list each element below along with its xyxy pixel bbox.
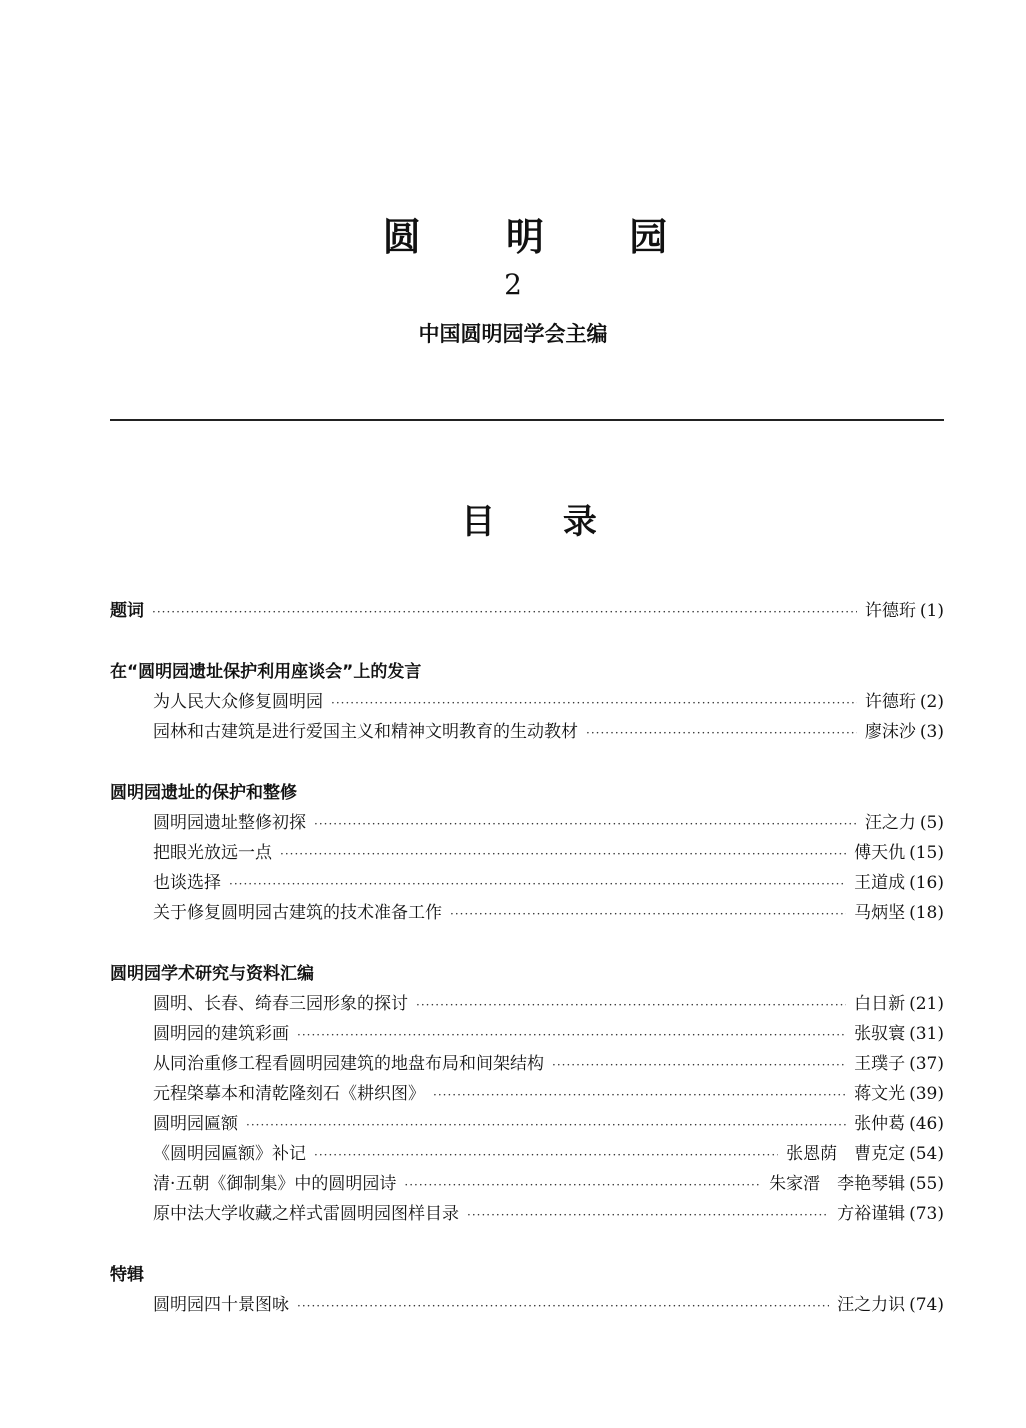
entry-title: 关于修复圆明园古建筑的技术准备工作: [153, 903, 442, 923]
entry-page: (55): [909, 1174, 944, 1194]
leader-dots: [467, 1200, 829, 1230]
book-title: 圆 明 园: [382, 215, 704, 259]
entry-page: (15): [909, 843, 944, 863]
toc-entry[interactable]: [110, 1290, 944, 1320]
toc-entry[interactable]: [110, 1079, 944, 1109]
leader-dots: [152, 597, 857, 627]
entry-title: 也谈选择: [153, 873, 221, 893]
leader-dots: [586, 718, 857, 748]
entry-author: 廖沫沙: [864, 722, 916, 742]
entry-page: (21): [909, 994, 944, 1014]
toc-entry[interactable]: [110, 1139, 944, 1169]
entry-page: (39): [909, 1084, 944, 1104]
toc-entry[interactable]: [110, 1169, 944, 1199]
entry-title: 把眼光放远一点: [153, 843, 272, 863]
section-heading: 特辑: [110, 1265, 144, 1285]
leader-dots: [552, 1050, 846, 1080]
entry-title: 为人民大众修复圆明园: [153, 692, 323, 712]
entry-page: (3): [919, 722, 944, 742]
toc-entry[interactable]: [110, 808, 944, 838]
entry-author: 许德珩: [864, 601, 916, 621]
entry-title: 圆明园四十景图咏: [153, 1295, 289, 1315]
entry-page: (1): [919, 601, 944, 621]
entry-page: (46): [909, 1114, 944, 1134]
leader-dots: [280, 839, 846, 869]
toc-entry[interactable]: [110, 838, 944, 868]
section-heading: 圆明园学术研究与资料汇编: [110, 964, 314, 984]
entry-author: 张恩荫 曹克定: [786, 1144, 906, 1164]
leader-dots: [450, 899, 846, 929]
entry-title: 《圆明园匾额》补记: [153, 1144, 306, 1164]
entry-page: (18): [909, 903, 944, 923]
leader-dots: [314, 1140, 778, 1170]
leader-dots: [297, 1291, 829, 1321]
entry-page: (31): [909, 1024, 944, 1044]
leader-dots: [433, 1080, 846, 1110]
toc-entry[interactable]: [110, 898, 944, 928]
entry-title: 题词: [110, 601, 144, 621]
toc-entry[interactable]: [110, 1109, 944, 1139]
entry-title: 从同治重修工程看圆明园建筑的地盘布局和间架结构: [153, 1054, 544, 1074]
entry-author: 白日新: [854, 994, 906, 1014]
entry-author: 方裕谨辑: [837, 1204, 906, 1224]
entry-author: 许德珩: [864, 692, 916, 712]
entry-author: 蒋文光: [854, 1084, 906, 1104]
entry-title: 圆明、长春、绮春三园形象的探讨: [153, 994, 408, 1014]
entry-title: 圆明园匾额: [153, 1114, 238, 1134]
entry-title: 清·五朝《御制集》中的圆明园诗: [153, 1174, 397, 1194]
leader-dots: [416, 990, 846, 1020]
leader-dots: [297, 1020, 846, 1050]
entry-title: 园林和古建筑是进行爱国主义和精神文明教育的生动教材: [153, 722, 578, 742]
toc-entry[interactable]: [110, 868, 944, 898]
toc-entry[interactable]: [110, 1019, 944, 1049]
entry-page: (2): [919, 692, 944, 712]
leader-dots: [314, 809, 857, 839]
entry-author: 王璞子: [854, 1054, 906, 1074]
table-of-contents: [110, 596, 944, 1320]
toc-entry[interactable]: [110, 1199, 944, 1229]
leader-dots: [404, 1170, 761, 1200]
toc-heading: 目 录: [461, 502, 625, 542]
entry-author: 傅天仇: [854, 843, 906, 863]
entry-page: (74): [909, 1295, 944, 1315]
editor-credit: 中国圆明园学会主编: [418, 322, 608, 346]
entry-page: (16): [909, 873, 944, 893]
entry-author: 朱家溍 李艳琴辑: [769, 1174, 906, 1194]
toc-entry[interactable]: [110, 989, 944, 1019]
entry-title: 元程棨摹本和清乾隆刻石《耕织图》: [153, 1084, 425, 1104]
toc-entry[interactable]: [110, 717, 944, 747]
leader-dots: [331, 688, 857, 718]
section-heading: 圆明园遗址的保护和整修: [110, 783, 297, 803]
leader-dots: [229, 869, 846, 899]
entry-author: 马炳坚: [854, 903, 906, 923]
toc-entry-dedication[interactable]: [110, 596, 944, 626]
entry-page: (5): [919, 813, 944, 833]
entry-title: 圆明园的建筑彩画: [153, 1024, 289, 1044]
entry-page: (73): [909, 1204, 944, 1224]
entry-author: 汪之力: [864, 813, 916, 833]
entry-author: 张仲葛: [854, 1114, 906, 1134]
divider-rule: [110, 419, 944, 421]
entry-page: (54): [909, 1144, 944, 1164]
leader-dots: [246, 1110, 846, 1140]
entry-page: (37): [909, 1054, 944, 1074]
volume-number: 2: [504, 268, 522, 301]
entry-author: 王道成: [854, 873, 906, 893]
entry-author: 汪之力识: [837, 1295, 906, 1315]
entry-author: 张驭寰: [854, 1024, 906, 1044]
section-heading: 在“圆明园遗址保护利用座谈会”上的发言: [110, 662, 422, 682]
entry-title: 圆明园遗址整修初探: [153, 813, 306, 833]
entry-title: 原中法大学收藏之样式雷圆明园图样目录: [153, 1204, 459, 1224]
toc-entry[interactable]: [110, 687, 944, 717]
toc-entry[interactable]: [110, 1049, 944, 1079]
